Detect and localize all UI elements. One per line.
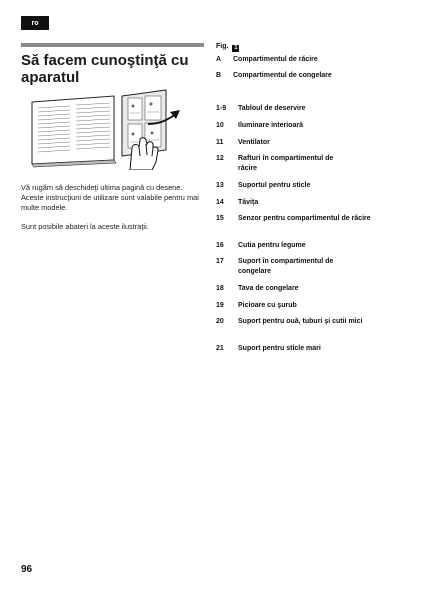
item-text: Tăviţa	[238, 199, 259, 206]
item-text: Picioare cu şurub	[238, 302, 297, 309]
booklet-left-page	[32, 96, 116, 167]
intro-text: Vă rugăm să deschideţi ultima pagină cu desene. Aceste instrucţiuni de utilizare sunt valabile pentru mai multe modele.	[21, 183, 199, 212]
item-number: 13	[216, 182, 224, 189]
item-text: Suport pentru ouă, tuburi şi cutii mici	[238, 318, 363, 325]
item-text: Suport în compartimentul de congelare	[238, 258, 334, 275]
item-number: 12	[216, 155, 224, 162]
compartment-label: Compartimentul de răcire	[233, 56, 318, 63]
item-number: 14	[216, 199, 224, 206]
figure-label: Fig.	[216, 43, 229, 50]
compartment-key: A	[216, 56, 222, 63]
compartment-key: B	[216, 72, 222, 79]
item-text: Ventilator	[238, 139, 270, 146]
title-rule	[21, 43, 204, 47]
manual-illustration	[30, 88, 190, 170]
item-text: Suportul pentru sticle	[238, 182, 311, 189]
item-number: 17	[216, 258, 224, 265]
item-text: Iluminare interioară	[238, 122, 303, 129]
item-text: Rafturi în compartimentul de răcire	[238, 155, 334, 172]
figure-reference	[216, 43, 239, 52]
item-number: 11	[216, 139, 224, 146]
figure-number: 1	[234, 45, 238, 51]
page-title: Să facem cunoştinţă cu aparatul	[21, 52, 189, 86]
item-text: Suport pentru sticle mari	[238, 345, 321, 352]
item-text: Cutia pentru legume	[238, 242, 306, 249]
item-number: 20	[216, 318, 224, 325]
item-number: 1-9	[216, 105, 227, 112]
language-badge: ro	[21, 16, 49, 30]
note-text: Sunt posibile abateri la aceste ilustraţii.	[21, 222, 149, 231]
item-number: 15	[216, 215, 224, 222]
item-number: 19	[216, 302, 224, 309]
item-text: Tava de congelare	[238, 285, 299, 292]
compartment-label: Compartimentul de congelare	[233, 72, 332, 79]
page-number: 96	[21, 564, 33, 575]
item-text: Senzor pentru compartimentul de răcire	[238, 215, 371, 222]
item-text: Tabloul de deservire	[238, 105, 306, 112]
item-number: 10	[216, 122, 224, 129]
item-number: 18	[216, 285, 224, 292]
item-number: 21	[216, 345, 224, 352]
item-number: 16	[216, 242, 224, 249]
